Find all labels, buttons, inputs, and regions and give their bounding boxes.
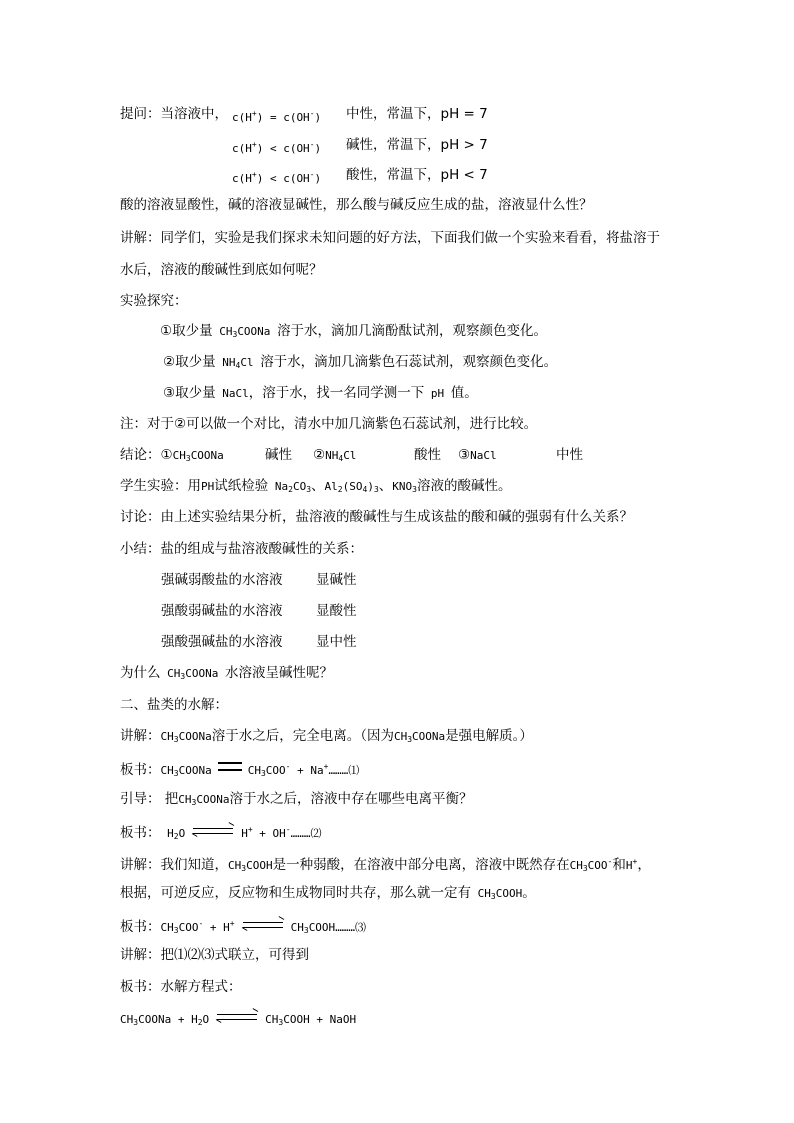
paragraph-explain-2: 水后，溶液的酸碱性到底如何呢？ [120,262,323,278]
paragraph-explain-1: 讲解：同学们，实验是我们探求未知问题的好方法，下面我们做一个实验来看看，将盐溶于 [120,230,660,246]
board-hydrolysis-title: 板书：水解方程式： [120,979,242,995]
note-line: 注：对于②可以做一个对比，清水中加几滴紫色石蕊试剂，进行比较。 [120,416,538,432]
concentration-expression: c(H+) < c(OH-) [232,170,322,185]
equals-sign [218,762,242,771]
conclusion-line: 结论：$①CH_3COONa$ 碱性 $②NH_4Cl$ 酸性 ③NaCl 中性 [120,447,583,463]
condition-result: 酸性，常温下，pH < 7 [346,167,488,183]
explain-combine: 讲解：把⑴⑵⑶式联立，可得到 [120,947,309,963]
question-why-basic: 为什么 $CH_3COONa$ 水溶液呈碱性呢？ [120,665,333,681]
explain-weak-acid: 讲解：我们知道，$CH_3COOH$是一种弱酸，在溶液中部分电离，溶液中既然存在$CH_3COO^-$和H+， [120,857,651,873]
question-line-neutral [120,105,488,124]
board-equation-3: 板书：$CH_3COO^- + H^+$ $CH_3COOH\dots\dots\dots ⑶$ [120,919,367,935]
experiment-step-1: ①取少量 $CH_3COONa$ 溶于水，滴加几滴酚酞试剂，观察颜色变化。 [160,323,548,339]
hydrolysis-equation: $CH_3COONa + H_2O$ $CH_3COOH$ + NaOH [120,1013,357,1027]
explain-ionization: 讲解：$CH_3COONa$溶于水之后，完全电离。（因为$CH_3COONa$是强电解质。） [120,728,533,744]
reversible-arrow-icon [217,1013,257,1021]
experiment-step-2: ②取少量 $NH_4Cl$ 溶于水，滴加几滴紫色石蕊试剂，观察颜色变化。 [163,354,558,370]
concentration-expression: c(H+) = c(OH-) [232,109,322,124]
guide-line: 引导： 把$CH_3COONa$溶于水之后，溶液中存在哪些电离平衡？ [120,791,473,807]
condition-result: 中性，常温下，pH = 7 [346,106,488,122]
experiment-step-3: ③取少量 NaCl，溶于水，找一名同学测一下 pH 值。 [163,385,478,401]
section-hydrolysis: 二、盐类的水解： [120,697,228,713]
summary-item-1: 强碱弱酸盐的水溶液 显碱性 [161,572,357,588]
summary-item-2: 强酸弱碱盐的水溶液 显酸性 [161,603,357,619]
board-equation-1: 板书：$CH_3COONa$ $CH_3COO^-$ + Na+………⑴ [120,762,360,778]
discussion-line: 讨论：由上述实验结果分析，盐溶液的酸碱性与生成该盐的酸和碱的强弱有什么关系？ [120,509,633,525]
condition-result: 碱性，常温下，pH > 7 [346,137,488,153]
student-experiment-line: 学生实验：用PH试纸检验 $Na_2CO_3$、$Al_2(SO_4)_3$、$KNO_3$溶液的酸碱性。 [120,478,512,494]
reversible-arrow-icon [243,921,283,929]
label: 提问：当溶液中， [120,106,228,122]
summary-line: 小结：盐的组成与盐溶液酸碱性的关系： [120,541,363,557]
concentration-expression: c(H+) < c(OH-) [232,140,322,155]
board-equation-2: 板书： $H_2O$ H+ + OH-………⑵ [120,825,322,841]
summary-item-3: 强酸强碱盐的水溶液 显中性 [161,634,357,650]
paragraph-question: 酸的溶液显酸性，碱的溶液显碱性，那么酸与碱反应生成的盐，溶液显什么性？ [120,197,593,213]
reversible-arrow-icon [193,827,233,835]
explain-coexist: 根据，可逆反应，反应物和生成物同时共存，那么就一定有 $CH_3COOH$。 [120,885,536,901]
section-experiment: 实验探究： [120,293,188,309]
